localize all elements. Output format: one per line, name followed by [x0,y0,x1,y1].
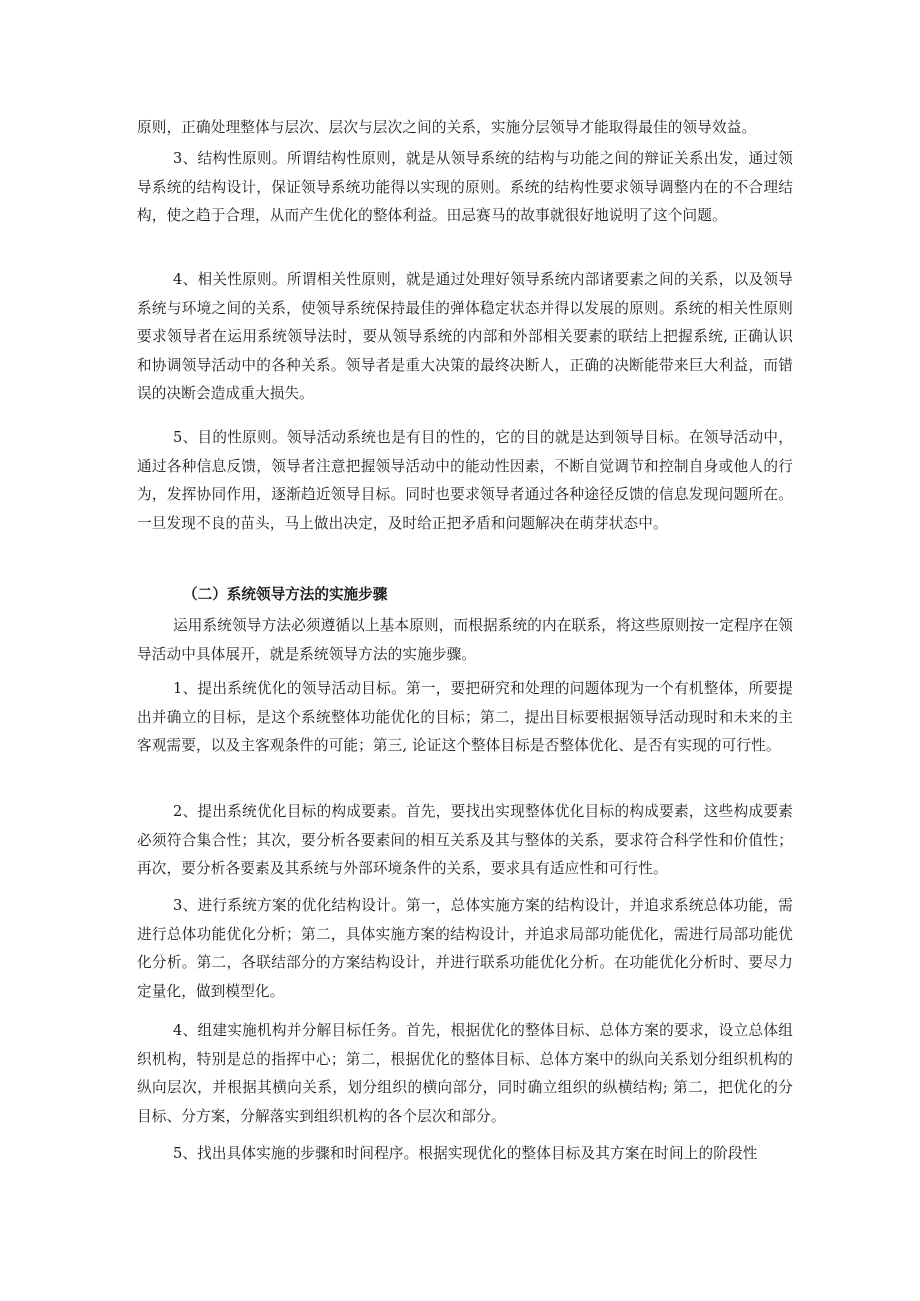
paragraph-step-1: 1、提出系统优化的领导活动目标。第一，要把研究和处理的问题体现为一个有机整体，所要提出并确立的目标，是这个系统整体功能优化的目标；第二，提出目标要根据领导活动现时和未来的主客观需要，以及主客观条件的可能；第三, 论证这个整体目标是否整体优化、是否有实现的可行性。 [137,680,793,755]
paragraph-correlation-principle: 4、相关性原则。所谓相关性原则，就是通过处理好领导系统内部诸要素之间的关系，以及领导系统与环境之间的关系，使领导系统保持最佳的弹体稳定状态并得以发展的原则。系统的相关性原则要求领导者在运用系统领导法时，要从领导系统的内部和外部相关要素的联结上把握系统, 正确认识和协调领导活动中的各种关系。领导者是重大决策的最终决断人，正确的决断能带来巨大利益，而错误的决断会造成重大损失。 [137,271,793,403]
paragraph-principle-continued: 原则，正确处理整体与层次、层次与层次之间的关系，实施分层领导才能取得最佳的领导效益。 [137,119,757,136]
paragraph-step-4: 4、组建实施机构并分解目标任务。首先，根据优化的整体目标、总体方案的要求，设立总体组织机构，特别是总的指挥中心；第二，根据优化的整体目标、总体方案中的纵向关系划分组织机构的纵向层次，并根据其横向关系，划分组织的横向部分，同时确立组织的纵横结构; 第二，把优化的分目标、分方案，分解落实到组织机构的各个层次和部分。 [137,1022,793,1125]
paragraph-step-3: 3、进行系统方案的优化结构设计。第一，总体实施方案的结构设计，并追求系统总体功能，需进行总体功能优化分析；第二，具体实施方案的结构设计，并追求局部功能优化，需进行局部功能优化分析。第二，各联结部分的方案结构设计，并进行联系功能优化分析。在功能优化分析时、要尽力定量化，做到模型化。 [137,897,793,1000]
section-heading: （二）系统领导方法的实施步骤 [183,586,388,603]
paragraph-step-2: 2、提出系统优化目标的构成要素。首先，要找出实现整体优化目标的构成要素，这些构成要素必须符合集合性；其次，要分析各要素间的相互关系及其与整体的关系，要求符合科学性和价值性；再次，要分析各要素及其系统与外部环境条件的关系，要求具有适应性和可行性。 [137,803,793,878]
paragraph-purpose-principle: 5、目的性原则。领导活动系统也是有目的性的，它的目的就是达到领导目标。在领导活动中，通过各种信息反馈，领导者注意把握领导活动中的能动性因素，不断自觉调节和控制自身或他人的行为，发挥协同作用，逐渐趋近领导目标。同时也要求领导者通过各种途径反馈的信息发现问题所在。一旦发现不良的苗头，马上做出决定，及时给正把矛盾和问题解决在萌芽状态中。 [137,429,793,532]
paragraph-structure-principle: 3、结构性原则。所谓结构性原则，就是从领导系统的结构与功能之间的辩证关系出发，通过领导系统的结构设计，保证领导系统功能得以实现的原则。系统的结构性要求领导调整内在的不合理结构，使之趋于合理，从而产生优化的整体利益。田忌赛马的故事就很好地说明了这个问题。 [137,150,793,225]
paragraph-step-5: 5、找出具体实施的步骤和时间程序。根据实现优化的整体目标及其方案在时间上的阶段性 [173,1145,758,1162]
paragraph-steps-intro: 运用系统领导方法必须遵循以上基本原则，而根据系统的内在联系，将这些原则按一定程序在领导活动中具体展开，就是系统领导方法的实施步骤。 [137,617,793,663]
